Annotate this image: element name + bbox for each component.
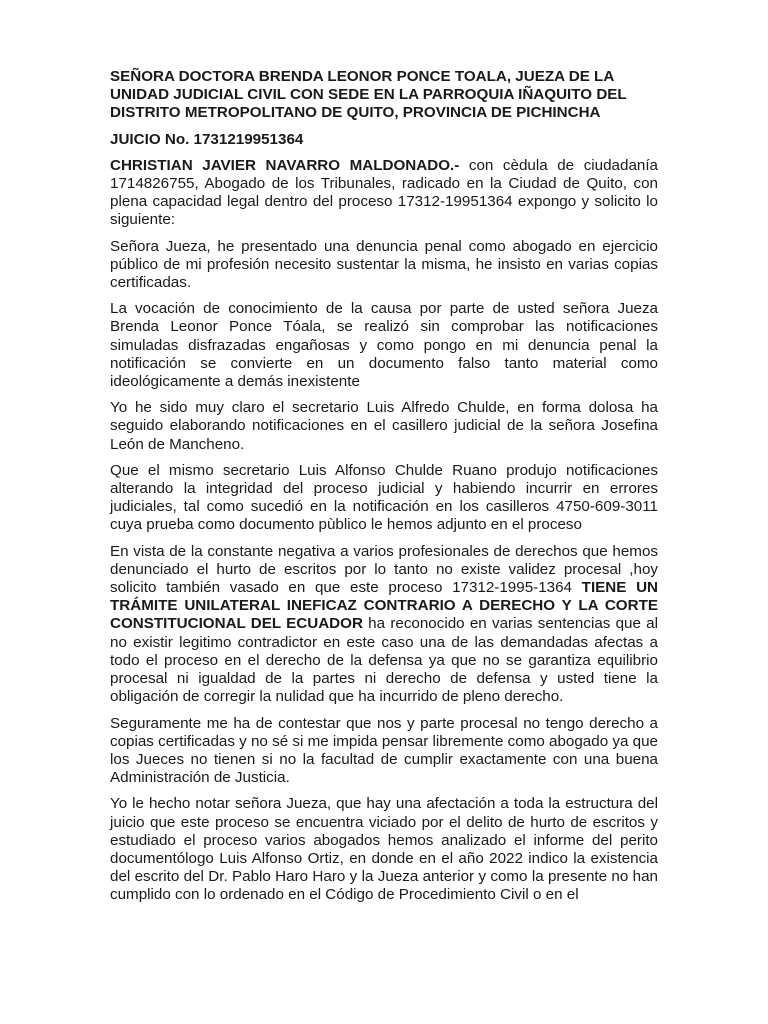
document-heading: SEÑORA DOCTORA BRENDA LEONOR PONCE TOALA, JUEZA DE LA UNIDAD JUDICIAL CIVIL CON SEDE EN LA PARROQUIA IÑAQUITO DEL DISTRITO METROPOLITANO DE QUITO, PROVINCIA DE PICHINCHA (110, 68, 627, 122)
paragraph-2: La vocación de conocimiento de la causa por parte de usted señora Jueza Brenda Leonor Ponce Tóala, se realizó sin comprobar las notificaciones simuladas disfrazadas engañosas y como pongo en mi denuncia penal la notificación se convierte en un documento falso tanto material como ideológicamente a demás inexistente (110, 300, 658, 391)
paragraph-5-start: En vista de la constante negativa a varios profesionales de derechos que hemos denunciado el hurto de escritos por lo tanto no existe validez procesal ,hoy solicito también vasado en que este proceso 17312-1995-1364 (110, 542, 658, 597)
petitioner-name: CHRISTIAN JAVIER NAVARRO MALDONADO.- (110, 156, 460, 174)
intro-text: con cèdula de ciudadanía 1714826755, Abogado de los Tribunales, radicado en la Ciudad de Quito, con plena capacidad legal dentro del proceso 17312-19951364 expongo y solicito lo siguiente: (110, 156, 659, 229)
case-number: JUICIO No. 1731219951364 (110, 130, 304, 148)
paragraph-1: Señora Jueza, he presentado una denuncia penal como abogado en ejercicio público de mi profesión necesito sustentar la misma, he insisto en varias copias certificadas. (110, 237, 658, 292)
paragraph-3: Yo he sido muy claro el secretario Luis Alfredo Chulde, en forma dolosa ha seguido elaborando notificaciones en el casillero judicial de la señora Josefina León de Mancheno. (110, 399, 658, 453)
paragraph-5-end: ha reconocido en varias sentencias que al no existir legitimo contradictor en este caso una de las demandadas afectas a todo el proceso en el derecho de la defensa ya que no se garantiza equilibrio procesal ni igualdad de la partes ni derecho de defensa y usted tiene la obligación de corregir la nulidad que ha incurrido de pleno derecho. (110, 615, 658, 706)
paragraph-7: Yo le hecho notar señora Jueza, que hay una afectación a toda la estructura del juicio que este proceso se encuentra viciado por el delito de hurto de escritos y estudiado el proceso varios abogados hemos analizado el informe del perito documentólogo Luis Alfonso Ortiz, en donde en el año 2022 indico la existencia del escrito del Dr. Pablo Haro Haro y la Jueza anterior y como la presente no han cumplido con lo ordenado en el Código de Procedimiento Civil o en el (110, 795, 658, 904)
paragraph-5 (110, 543, 658, 707)
intro-paragraph (110, 157, 658, 230)
paragraph-4: Que el mismo secretario Luis Alfonso Chulde Ruano produjo notificaciones alterando la integridad del proceso judicial y habiendo incurrir en errores judiciales, tal como sucedió en la notificación en los casilleros 4750-609-3011 cuya prueba como documento pùblico le hemos adjunto en el proceso (110, 461, 658, 534)
paragraph-6: Seguramente me ha de contestar que nos y parte procesal no tengo derecho a copias certificadas y no sé si me impida pensar libremente como abogado ya que los Jueces no tienen si no la facultad de cumplir exactamente con una buena Administración de Justicia. (110, 714, 658, 787)
paragraph-5-emphasis: TIENE UN TRÁMITE UNILATERAL INEFICAZ CONTRARIO A DERECHO Y LA CORTE CONSTITUCIONAL DEL ECUADOR (110, 579, 658, 633)
